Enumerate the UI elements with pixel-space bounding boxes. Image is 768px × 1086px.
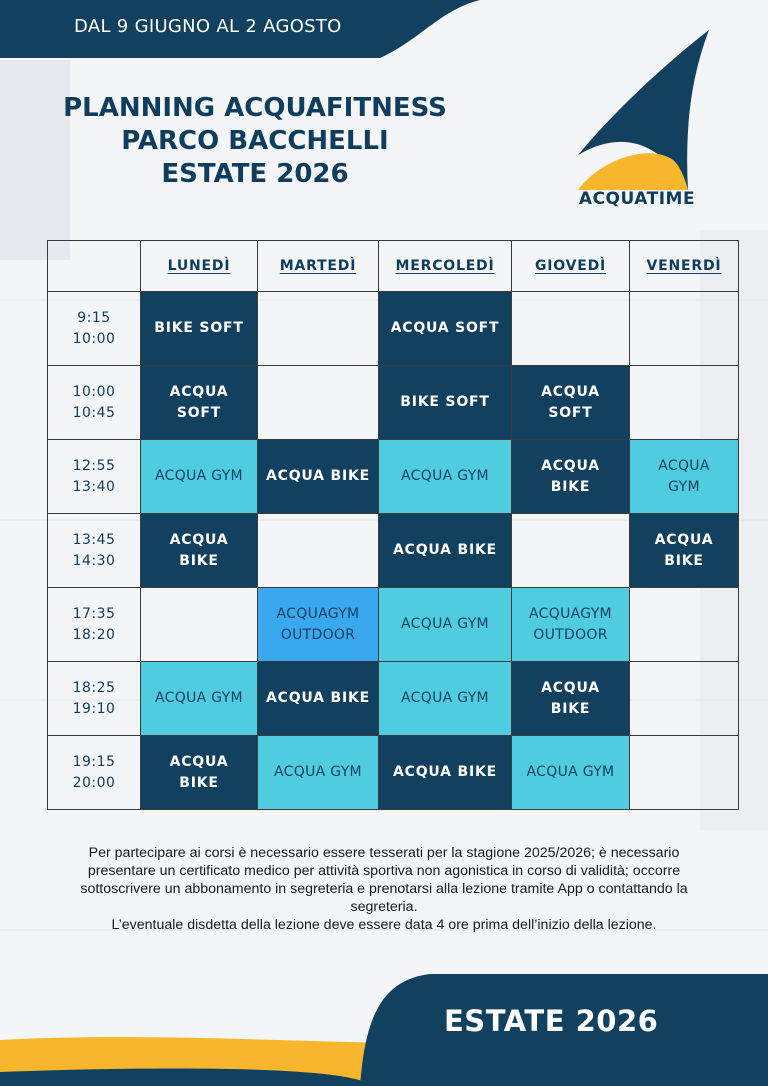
registration-notes — [60, 844, 708, 934]
class-cell — [630, 514, 739, 588]
schedule-row — [48, 514, 739, 588]
class-name: BIKE — [550, 700, 591, 717]
schedule-row — [48, 662, 739, 736]
title-line-1: PLANNING ACQUAFITNESS — [63, 93, 447, 123]
time-slot — [48, 514, 141, 588]
class-cell — [379, 514, 512, 588]
class-cell — [512, 440, 630, 514]
title-line-3: ESTATE 2026 — [161, 159, 349, 189]
class-name: SOFT — [176, 404, 222, 421]
class-name: ACQUA — [541, 457, 600, 474]
time-slot — [48, 736, 141, 810]
empty-cell — [258, 292, 379, 366]
day-header: MARTEDÌ — [258, 241, 379, 292]
class-name: ACQUA GYM — [155, 690, 243, 706]
end-time: 10:45 — [72, 404, 116, 421]
class-name: ACQUA BIKE — [393, 764, 497, 780]
class-name: ACQUA BIKE — [393, 542, 497, 558]
start-time: 13:45 — [72, 531, 116, 548]
class-name: BIKE SOFT — [400, 394, 490, 410]
empty-cell — [141, 588, 258, 662]
class-cell — [258, 588, 379, 662]
empty-cell — [630, 366, 739, 440]
corner-cell — [48, 241, 141, 292]
class-name: ACQUA BIKE — [266, 690, 370, 706]
note-line: Per partecipare ai corsi è necessario essere tesserati per la stagione 2025/2026; è necessario — [88, 845, 680, 861]
class-name: ACQUA — [654, 531, 714, 548]
start-time: 17:35 — [72, 605, 116, 622]
schedule-row — [48, 366, 739, 440]
day-header: MERCOLEDÌ — [379, 241, 512, 292]
note-line: sottoscrivere un abbonamento in segreteria e prenotarsi alla lezione tramite App o contattando la — [80, 881, 688, 897]
class-name: SOFT — [548, 404, 593, 421]
class-name: OUTDOOR — [533, 626, 608, 643]
class-cell — [141, 514, 258, 588]
class-cell — [379, 440, 512, 514]
note-line: presentare un certificato medico per attività sportiva non agonistica in corso di validità; occorre — [87, 863, 681, 879]
class-name: ACQUAGYM — [529, 605, 612, 622]
class-name: ACQUA BIKE — [266, 468, 370, 484]
empty-cell — [630, 736, 739, 810]
note-line: L’eventuale disdetta della lezione deve essere data 4 ore prima dell’inizio della lezione. — [111, 917, 657, 933]
time-slot — [48, 366, 141, 440]
note-line: segreteria. — [350, 899, 418, 915]
schedule-row — [48, 440, 739, 514]
class-cell — [379, 292, 512, 366]
class-cell — [512, 588, 630, 662]
class-name: ACQUA — [541, 679, 600, 696]
schedule-row — [48, 292, 739, 366]
class-cell — [379, 736, 512, 810]
start-time: 10:00 — [72, 383, 116, 400]
end-time: 18:20 — [72, 626, 116, 643]
empty-cell — [630, 662, 739, 736]
day-header: VENERDÌ — [630, 241, 739, 292]
empty-cell — [630, 292, 739, 366]
class-name: ACQUA — [169, 531, 229, 548]
class-name: ACQUA GYM — [401, 468, 489, 484]
logo-wordmark: ACQUATIME — [578, 189, 696, 209]
start-time: 18:25 — [72, 679, 116, 696]
class-cell — [141, 736, 258, 810]
end-time: 10:00 — [72, 330, 116, 347]
class-name: ACQUA GYM — [401, 690, 489, 706]
schedule-table — [47, 240, 739, 810]
class-cell — [379, 588, 512, 662]
class-cell — [512, 662, 630, 736]
end-time: 14:30 — [72, 552, 116, 569]
class-cell — [141, 366, 258, 440]
schedule-row — [48, 736, 739, 810]
title-line-2: PARCO BACCHELLI — [121, 126, 389, 156]
footer-season: ESTATE 2026 — [444, 1004, 659, 1038]
class-name: ACQUA GYM — [274, 764, 362, 780]
start-time: 9:15 — [77, 309, 111, 326]
class-name: BIKE — [179, 552, 219, 569]
class-name: ACQUA — [169, 383, 229, 400]
time-slot — [48, 292, 141, 366]
class-cell — [379, 662, 512, 736]
start-time: 19:15 — [72, 753, 116, 770]
class-name: ACQUA SOFT — [390, 320, 500, 336]
empty-cell — [630, 588, 739, 662]
time-slot — [48, 662, 141, 736]
class-cell — [258, 440, 379, 514]
empty-cell — [258, 514, 379, 588]
time-slot — [48, 440, 141, 514]
class-name: ACQUA GYM — [155, 468, 243, 484]
start-time: 12:55 — [72, 457, 116, 474]
end-time: 20:00 — [72, 774, 116, 791]
class-name: BIKE — [664, 552, 704, 569]
class-name: ACQUAGYM — [276, 605, 360, 622]
class-name: ACQUA GYM — [401, 616, 489, 632]
class-cell — [512, 366, 630, 440]
class-name: OUTDOOR — [280, 626, 356, 643]
day-header: GIOVEDÌ — [512, 241, 630, 292]
class-name: BIKE — [550, 478, 591, 495]
schedule-row — [48, 588, 739, 662]
class-cell — [512, 736, 630, 810]
page-title — [40, 92, 470, 191]
class-cell — [141, 292, 258, 366]
empty-cell — [258, 366, 379, 440]
empty-cell — [512, 292, 630, 366]
class-name: ACQUA — [541, 383, 600, 400]
class-name: GYM — [668, 478, 700, 495]
class-name: BIKE — [179, 774, 219, 791]
schedule-body — [48, 292, 739, 810]
class-name: ACQUA — [169, 753, 229, 770]
date-range: DAL 9 GIUGNO AL 2 AGOSTO — [74, 16, 342, 37]
class-name: ACQUA GYM — [526, 764, 615, 780]
time-slot — [48, 588, 141, 662]
empty-cell — [512, 514, 630, 588]
class-cell — [258, 736, 379, 810]
class-name: ACQUA — [658, 457, 710, 474]
day-header: LUNEDÌ — [141, 241, 258, 292]
end-time: 13:40 — [72, 478, 116, 495]
class-name: BIKE SOFT — [154, 320, 244, 336]
class-cell — [379, 366, 512, 440]
class-cell — [630, 440, 739, 514]
schedule-header-row — [48, 241, 739, 292]
class-cell — [258, 662, 379, 736]
class-cell — [141, 440, 258, 514]
class-cell — [141, 662, 258, 736]
end-time: 19:10 — [72, 700, 116, 717]
